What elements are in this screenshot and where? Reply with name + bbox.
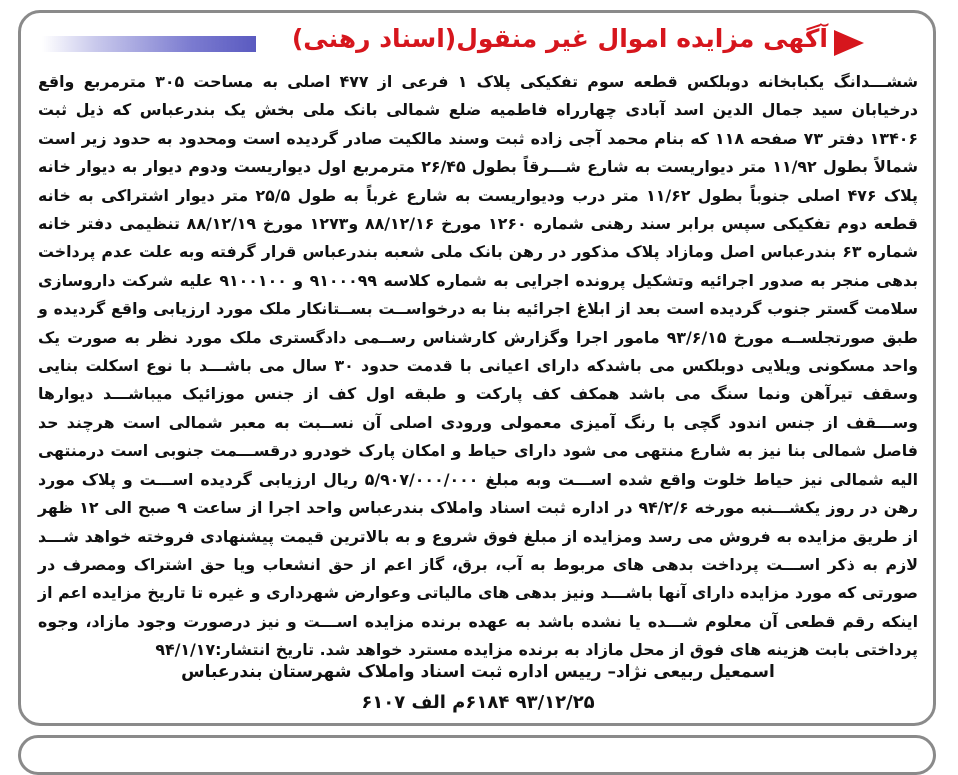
title-arrow-icon (834, 30, 864, 56)
next-notice-frame (18, 735, 936, 775)
notice-title: آگهی مزایده اموال غیر منقول(اسناد رهنی) (291, 24, 828, 53)
notice-body: ششـــدانگ یکبابخانه دوبلکس قطعه سوم تفکیکی پلاک ۱ فرعی از ۴۷۷ اصلی به مساحت ۳۰۵ مترمربع واقع درخیابان سید جمال الدین اسد آبادی چهارراه فاطمیه ضلع شمالی بانک ملی بخش یک بندرعباس که ذیل ثبت ۱۳۴۰۶ دفتر ۷۳ صفحه ۱۱۸ که بنام محمد آجی زاده ثبت وسند مالکیت صادر گردیده است ومحدود به حدود زیر است شمالاً بطول ۱۱/۹۲ متر دیواریست به شارع شـــرقاً بطول ۲۶/۴۵ مترمربع اول دیواریست ودوم دیوار به دیوار خانه پلاک ۴۷۶ اصلی جنوباً بطول ۱۱/۶۲ متر درب ودیواریست به شارع غرباً به طول ۲۵/۵ متر دیوار اشتراکی به خانه قطعه دوم تفکیکی سپس برابر سند رهنی شماره ۱۲۶۰ مورخ ۸۸/۱۲/۱۶ و۱۲۷۳ مورخ ۸۸/۱۲/۱۹ تنظیمی دفتر خانه شماره ۶۳ بندرعباس اصل ومازاد پلاک مذکور در رهن بانک ملی شعبه بندرعباس قرار گرفته وبه علت عدم پرداخت بدهی منجر به صدور اجرائیه وتشکیل پرونده اجرایی به شماره کلاسه ۹۱۰۰۰۹۹ و ۹۱۰۰۱۰۰ علیه شرکت داروسازی سلامت گستر جنوب گردیده است بعد از ابلاغ اجرائیه بنا به درخواســت بســتانکار ملک مورد ارزیابی واقع گردیده و طبق صورتجلســه مورخ ۹۳/۶/۱۵ مامور اجرا وگزارش کارشناس رســمی دادگستری ملک مورد نظر به صورت یک واحد مسکونی ویلایی دوبلکس می باشدکه دارای اعیانی با قدمت حدود ۳۰ سال می باشـــد با نوع اسکلت بنایی وسقف تیرآهن ونما سنگ می باشد همکف کف پارکت و طبقه اول کف از جنس موزائیک میباشـــد دیوارها وســـقف از جنس اندود گچی با رنگ آمیزی معمولی ورودی اصلی آن نســبت به معبر شمالی است هرچند حد فاصل شمالی بنا نیز به شارع منتهی می شود دارای حیاط و امکان پارک خودرو درقســـمت جنوبی است درمنتهی الیه شمالی نیز حیاط خلوت واقع شده اســـت وبه مبلغ ۵/۹۰۷/۰۰۰/۰۰۰ ریال ارزیابی گردیده اســـت و پلاک مورد رهن در روز یکشـــنبه مورخه ۹۴/۲/۶ در اداره ثبت اسناد واملاک بندرعباس واحد اجرا از ساعت ۹ صبح الی ۱۲ ظهر از طریق مزایده به فروش می رسد ومزایده از مبلغ فوق شروع و به بالاترین قیمت پیشنهادی فروخته خواهد شـــد لازم به ذکر اســـت پرداخت بدهی های مربوط به آب، برق، گاز اعم از حق انشعاب ویا حق اشتراک ومصرف در صورتی که مورد مزایده دارای آنها باشـــد ونیز بدهی های مالیاتی وعوارض شهرداری و غیره تا تاریخ مزایده اعم از اینکه رقم قطعی آن معلوم شـــده یا نشده باشد به عهده برنده مزایده اســـت و نیز درصورت وجود مازاد، وجوه پرداختی بابت هزینه های فوق از محل مازاد به برنده مزایده مسترد خواهد شد. تاریخ انتشار:۹۴/۱/۱۷ (38, 72, 919, 660)
notice-reference-number: ۹۳/۱۲/۲۵ ۶۱۸۴م الف ۶۱۰۷ (361, 692, 595, 713)
notice-signature: اسمعیل ربیعی نژاد– رییس اداره ثبت اسناد واملاک شهرستان بندرعباس (181, 662, 775, 682)
header-gradient-bar (42, 36, 256, 52)
